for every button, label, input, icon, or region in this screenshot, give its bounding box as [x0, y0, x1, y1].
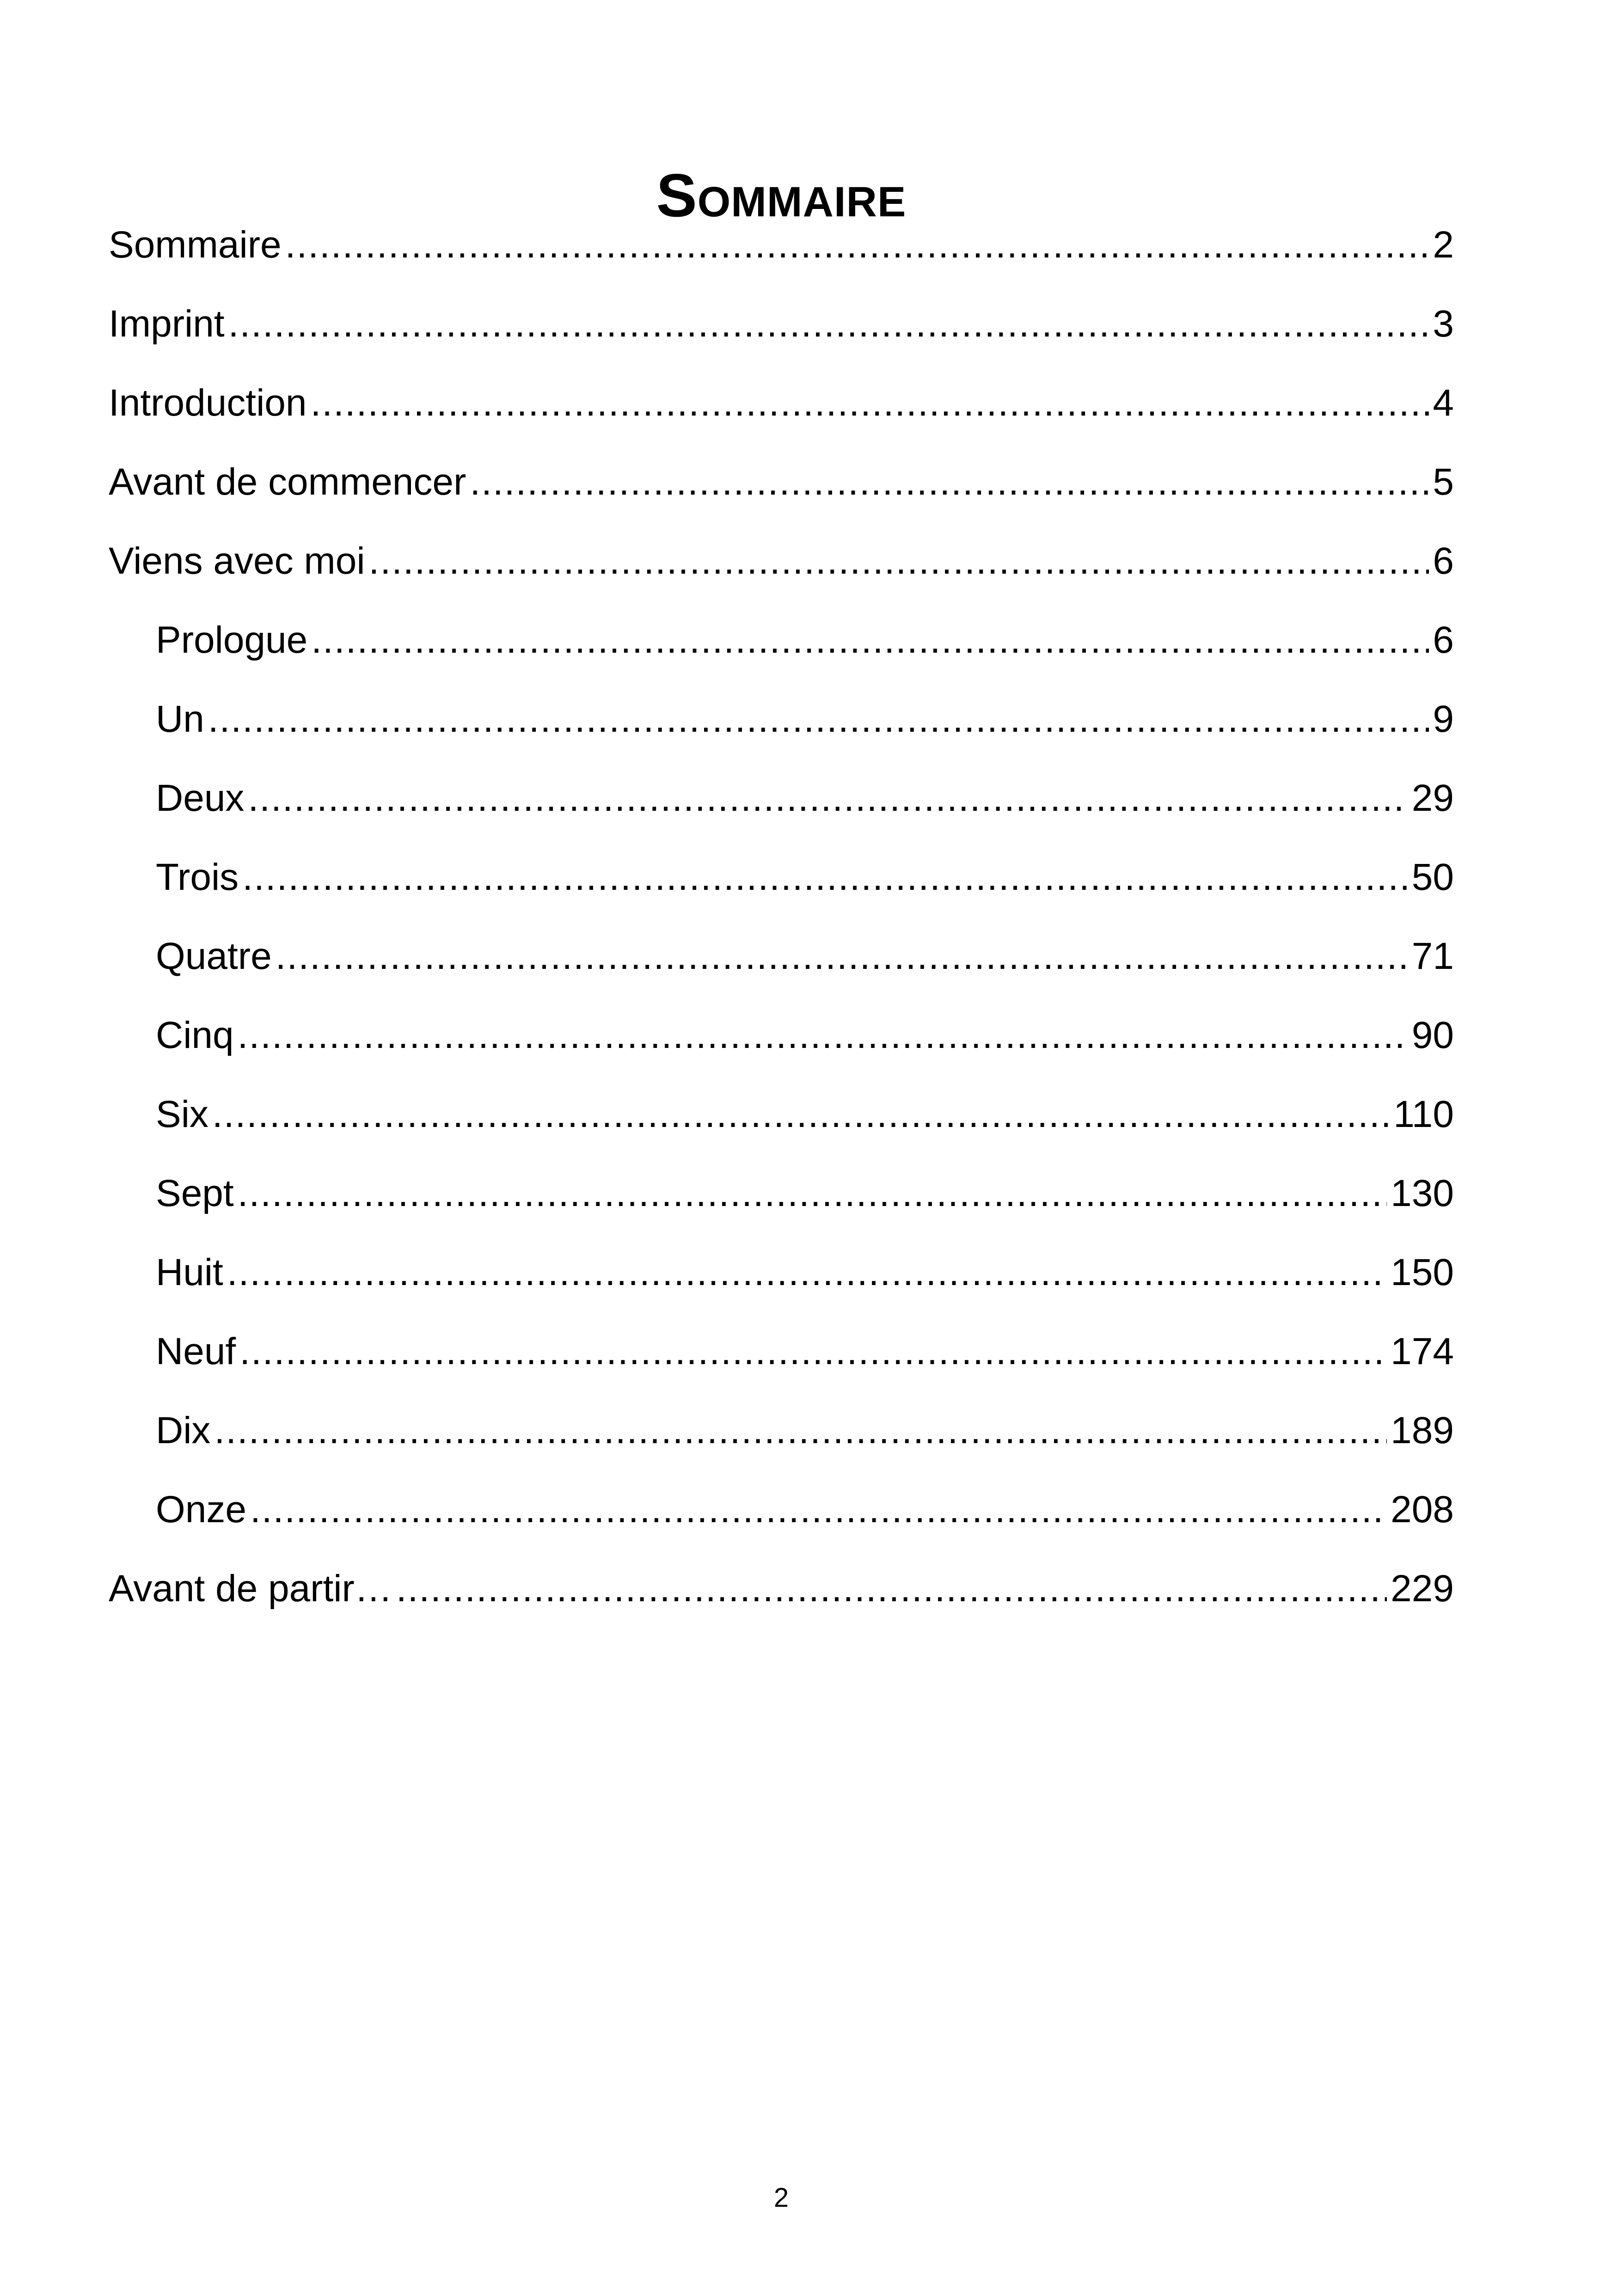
toc-entry-page: 6	[1433, 619, 1454, 661]
toc-entry-label: Cinq	[156, 1014, 234, 1056]
toc-entry-page: 50	[1411, 856, 1454, 898]
toc-entry-page: 174	[1391, 1330, 1454, 1372]
toc-entry-page: 29	[1411, 777, 1454, 819]
toc-dot-leader	[250, 1482, 1387, 1537]
toc-dot-leader	[238, 1008, 1408, 1063]
toc-entry-page: 4	[1433, 382, 1454, 424]
toc-entry[interactable]	[109, 1324, 1454, 1403]
toc-entry-label: Dix	[156, 1409, 211, 1451]
toc-entry-page: 229	[1391, 1567, 1454, 1610]
toc-entry-page: 2	[1433, 224, 1454, 266]
table-of-contents	[109, 217, 1454, 1640]
toc-entry[interactable]	[109, 533, 1454, 612]
toc-entry[interactable]	[109, 1166, 1454, 1245]
toc-dot-leader	[239, 1324, 1387, 1379]
toc-dot-leader	[311, 612, 1429, 668]
toc-entry-label: Six	[156, 1093, 208, 1135]
toc-entry[interactable]	[109, 217, 1454, 296]
toc-dot-leader	[248, 771, 1408, 826]
toc-dot-leader	[208, 692, 1429, 747]
toc-entry-label: Huit	[156, 1251, 223, 1293]
toc-entry-page: 9	[1433, 698, 1454, 740]
toc-entry[interactable]	[109, 296, 1454, 375]
toc-dot-leader	[212, 1087, 1390, 1142]
toc-dot-leader	[285, 217, 1429, 273]
toc-entry[interactable]	[109, 1008, 1454, 1087]
toc-entry[interactable]	[109, 1087, 1454, 1166]
toc-entry[interactable]	[109, 771, 1454, 850]
toc-entry[interactable]	[109, 1561, 1454, 1640]
toc-entry-label: Imprint	[109, 303, 225, 345]
toc-entry-page: 208	[1391, 1488, 1454, 1531]
toc-dot-leader	[214, 1403, 1387, 1458]
toc-entry-label: Neuf	[156, 1330, 236, 1372]
toc-entry[interactable]	[109, 692, 1454, 771]
toc-dot-leader	[311, 375, 1429, 431]
toc-entry[interactable]	[109, 1245, 1454, 1324]
toc-entry-label: Trois	[156, 856, 239, 898]
toc-entry-label: Sommaire	[109, 224, 282, 266]
toc-entry-label: Avant de partir…	[109, 1567, 392, 1610]
toc-dot-leader	[470, 454, 1429, 510]
toc-entry-label: Deux	[156, 777, 245, 819]
toc-dot-leader	[369, 533, 1429, 589]
toc-entry-label: Introduction	[109, 382, 307, 424]
toc-entry[interactable]	[109, 1482, 1454, 1561]
toc-dot-leader	[228, 296, 1429, 352]
toc-entry-label: Prologue	[156, 619, 308, 661]
toc-entry-page: 110	[1393, 1093, 1454, 1135]
toc-entry[interactable]	[109, 929, 1454, 1008]
toc-dot-leader	[242, 850, 1408, 905]
toc-entry-page: 71	[1411, 935, 1454, 977]
toc-entry-label: Sept	[156, 1172, 234, 1214]
toc-dot-leader	[238, 1166, 1387, 1221]
toc-entry[interactable]	[109, 850, 1454, 929]
toc-entry-page: 6	[1433, 540, 1454, 582]
toc-dot-leader	[396, 1561, 1387, 1616]
toc-entry[interactable]	[109, 1403, 1454, 1482]
toc-entry-page: 5	[1433, 461, 1454, 503]
toc-entry-label: Un	[156, 698, 204, 740]
toc-entry-label: Avant de commencer	[109, 461, 466, 503]
toc-dot-leader	[276, 929, 1408, 984]
toc-entry[interactable]	[109, 375, 1454, 454]
toc-entry-page: 90	[1411, 1014, 1454, 1056]
toc-entry-label: Quatre	[156, 935, 272, 977]
toc-dot-leader	[227, 1245, 1387, 1300]
toc-entry[interactable]	[109, 612, 1454, 692]
toc-entry-page: 189	[1391, 1409, 1454, 1451]
toc-entry-label: Viens avec moi	[109, 540, 365, 582]
page-number: 2	[773, 2183, 789, 2213]
page-title: Sommaire	[656, 161, 907, 230]
toc-entry-page: 3	[1433, 303, 1454, 345]
toc-entry[interactable]	[109, 454, 1454, 533]
toc-entry-label: Onze	[156, 1488, 246, 1531]
toc-entry-page: 130	[1391, 1172, 1454, 1214]
toc-entry-page: 150	[1391, 1251, 1454, 1293]
